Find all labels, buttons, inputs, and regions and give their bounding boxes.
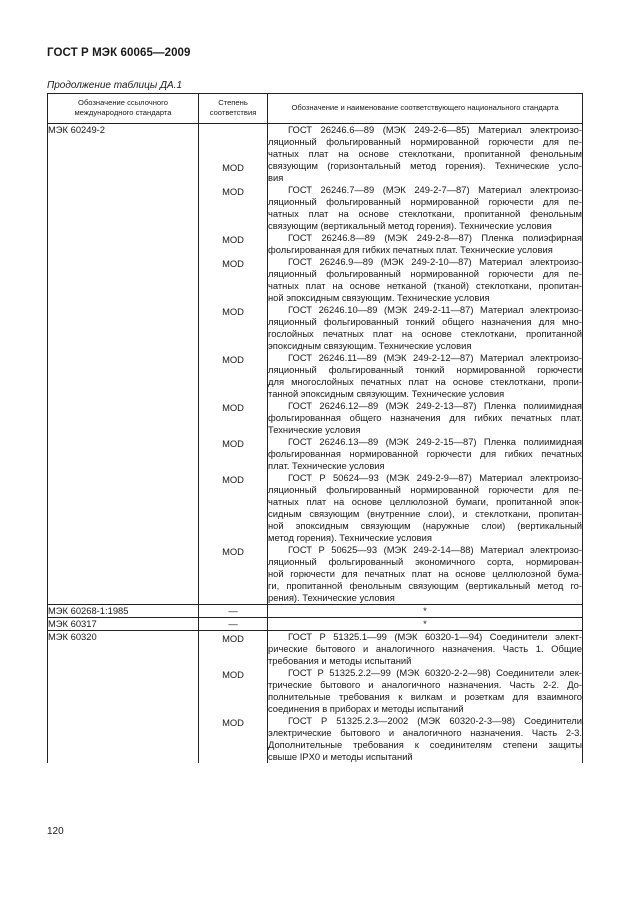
entry-line: ГОСТ 26246.6—89 (МЭК 249-2-6—85) Материал электроизо-	[288, 124, 582, 135]
standards-table	[47, 93, 583, 763]
degree-value: MOD	[222, 354, 244, 365]
national-standard-entry	[268, 667, 582, 715]
degree-value: MOD	[222, 258, 244, 269]
entry-line: свыше IPX0 и методы испытаний	[268, 751, 413, 762]
entry-line: электрические бытового и аналогичного назначения. Часть 2-3.	[268, 727, 582, 738]
table-row	[48, 605, 583, 618]
table-row	[48, 631, 583, 764]
table-caption: Продолжение таблицы ДА.1	[47, 80, 183, 91]
entry-line: ляционный фольгированный нормированной горючести для пе-	[268, 268, 582, 279]
page-number: 120	[47, 826, 64, 837]
entry-line: Технические условия	[268, 424, 361, 435]
table-row	[48, 124, 583, 605]
national-standard-entry	[268, 124, 582, 184]
entry-line: ной горючести для печатных плат на основе целлюлозной бума-	[268, 568, 582, 579]
degree-value: MOD	[222, 546, 244, 557]
entry-line: чатных плат на основе целлюлозной бумаги, пропитанной эпок-	[268, 496, 582, 507]
entry-line: ГОСТ Р 51325.2.3—2002 (МЭК 60320-2-3—98) Соединители	[288, 715, 582, 726]
degree-cell	[199, 124, 268, 605]
degree-value: MOD	[222, 234, 244, 245]
table-row	[48, 618, 583, 631]
column-header-national: Обозначение и наименование соответствующего национального стандарта	[268, 94, 583, 124]
degree-value: MOD	[222, 669, 244, 680]
entry-line: ГОСТ 26246.7—89 (МЭК 249-2-7—87) Материал электроизо-	[288, 184, 582, 195]
column-header-degree: Степень соответствия	[199, 94, 268, 124]
entry-line: чатных плат на основе стеклоткани, пропитанной фенольным	[268, 148, 582, 159]
national-standard-entry	[268, 544, 582, 604]
table-header-row	[48, 94, 583, 124]
entry-line: ГОСТ 26246.12—89 (МЭК 249-2-13—87) Пленка полиимидная	[288, 400, 582, 411]
national-standard-entry	[268, 472, 582, 544]
degree-value: —	[228, 605, 238, 616]
degree-value: MOD	[222, 717, 244, 728]
column-header-reference: Обозначение ссылочного международного стандарта	[48, 94, 199, 124]
entry-line: Дополнительные требования к соединителям степени защиты	[268, 739, 582, 750]
entry-line: требования и методы испытаний	[268, 655, 412, 666]
entry-line: ГОСТ 26246.9—89 (МЭК 249-2-10—87) Материал электроизо-	[288, 256, 582, 267]
degree-cell	[199, 618, 268, 631]
entry-line: метод горения). Технические условия	[268, 532, 432, 543]
national-standard-cell	[268, 605, 583, 618]
entry-line: танной эпоксидным связующим. Технические условия	[268, 388, 505, 399]
entry-line: эпоксидным связующим. Технические условия	[268, 340, 472, 351]
national-standard-entry	[268, 304, 582, 352]
entry-line: соединения в приборах и методы испытаний	[268, 703, 464, 714]
degree-value: MOD	[222, 474, 244, 485]
national-standard-entry	[268, 184, 582, 232]
entry-line: для многослойных печатных плат на основе стеклоткани, пропи-	[268, 376, 582, 387]
entry-line: ги, пропитанной фенольным связующим (вертикальный метод го-	[268, 580, 582, 591]
degree-cell	[199, 605, 268, 618]
entry-line: связующим (вертикальный метод горения). Технические условия	[268, 220, 552, 231]
degree-value: MOD	[222, 438, 244, 449]
reference-standard: МЭК 60268-1:1985	[48, 605, 199, 618]
national-standard-cell	[268, 618, 583, 631]
entry-line: плат. Технические условия	[268, 460, 385, 471]
degree-value: —	[228, 618, 238, 629]
entry-line: чатных плат на основе стеклоткани, пропитанной фенольным	[268, 208, 582, 219]
national-standard-entry	[268, 631, 582, 667]
entry-line: ГОСТ 26246.13—89 (МЭК 249-2-15—87) Пленка полиимидная	[288, 436, 582, 447]
national-standard-entry	[268, 400, 582, 436]
entry-line: ГОСТ Р 50625—93 (МЭК 249-2-14—88) Материал электроизо-	[288, 544, 582, 555]
entry-line: полнительные требования к вилкам и розеткам для взаимного	[268, 691, 582, 702]
entry-line: рические бытового и аналогичного назначения. Часть 1. Общие	[268, 643, 582, 654]
national-standard-entry	[268, 436, 582, 472]
reference-standard: МЭК 60320	[48, 631, 199, 764]
entry-line: рения). Технические условия	[268, 592, 395, 603]
entry-line: фольгированная нормированной горючести для гибких печатных	[268, 448, 582, 459]
entry-line: ГОСТ Р 50624—93 (МЭК 249-2-9—87) Материал электроизо-	[288, 472, 582, 483]
national-standard-entry	[268, 256, 582, 304]
entry-line: вия	[268, 172, 284, 183]
entry-line: гослойных печатных плат на основе стеклоткани, пропитанной	[268, 328, 582, 339]
entry-line: ляционный фольгированный экономичного сорта, нормирован-	[268, 556, 582, 567]
entry-line: ГОСТ Р 51325.1—99 (МЭК 60320-1—94) Соединители элект-	[288, 631, 582, 642]
national-standard-entry	[268, 352, 582, 400]
entry-line: ГОСТ Р 51325.2.2—99 (МЭК 60320-2-2—98) Соединители элек-	[288, 667, 582, 678]
national-standard-placeholder: *	[423, 605, 427, 616]
entry-line: ГОСТ 26246.8—89 (МЭК 249-2-8—87) Пленка полиэфирная	[288, 232, 582, 243]
entry-line: фольгированная общего назначения для гибких печатных плат.	[268, 412, 582, 423]
reference-standard: МЭК 60317	[48, 618, 199, 631]
entry-line: фольгированная для гибких печатных плат. Технические условия	[268, 244, 553, 255]
entry-line: ной эпоксидным связующим. Технические условия	[268, 292, 490, 303]
entry-line: ляционный фольгированный нормированной горючести для пе-	[268, 136, 582, 147]
entry-line: сидным связующим (внутренние слои), и стеклоткани, пропитан-	[268, 508, 582, 519]
entry-line: связующим (горизонтальный метод горения). Технические усло-	[268, 160, 582, 171]
degree-value: MOD	[222, 402, 244, 413]
entry-line: чатных плат на основе нетканой (тканой) стеклоткани, пропитан-	[268, 280, 582, 291]
entry-line: ляционный фольгированный тонкий нормированной горючести	[268, 364, 582, 375]
national-standard-entry	[268, 715, 582, 763]
entry-line: ляционный фольгированный нормированной горючести для пе-	[268, 484, 582, 495]
national-standard-cell	[268, 124, 583, 605]
degree-cell	[199, 631, 268, 764]
entry-line: ной эпоксидным связующим (наружные слои) (вертикальный	[268, 520, 582, 531]
entry-line: ГОСТ 26246.10—89 (МЭК 249-2-11—87) Материал электроизо-	[288, 304, 582, 315]
reference-standard: МЭК 60249-2	[48, 124, 199, 605]
entry-line: ляционный фольгированный нормированной горючести для пе-	[268, 196, 582, 207]
national-standard-placeholder: *	[423, 618, 427, 629]
entry-line: ляционный фольгированный тонкий общего назначения для мно-	[268, 316, 582, 327]
degree-value: MOD	[222, 186, 244, 197]
degree-value: MOD	[222, 306, 244, 317]
entry-line: ГОСТ 26246.11—89 (МЭК 249-2-12—87) Материал электроизо-	[288, 352, 582, 363]
document-header: ГОСТ Р МЭК 60065—2009	[47, 47, 191, 59]
national-standard-cell	[268, 631, 583, 764]
degree-value: MOD	[222, 633, 244, 644]
degree-value: MOD	[222, 162, 244, 173]
entry-line: трические бытового и аналогичного назначения. Часть 2-2. До-	[268, 679, 582, 690]
national-standard-entry	[268, 232, 582, 256]
